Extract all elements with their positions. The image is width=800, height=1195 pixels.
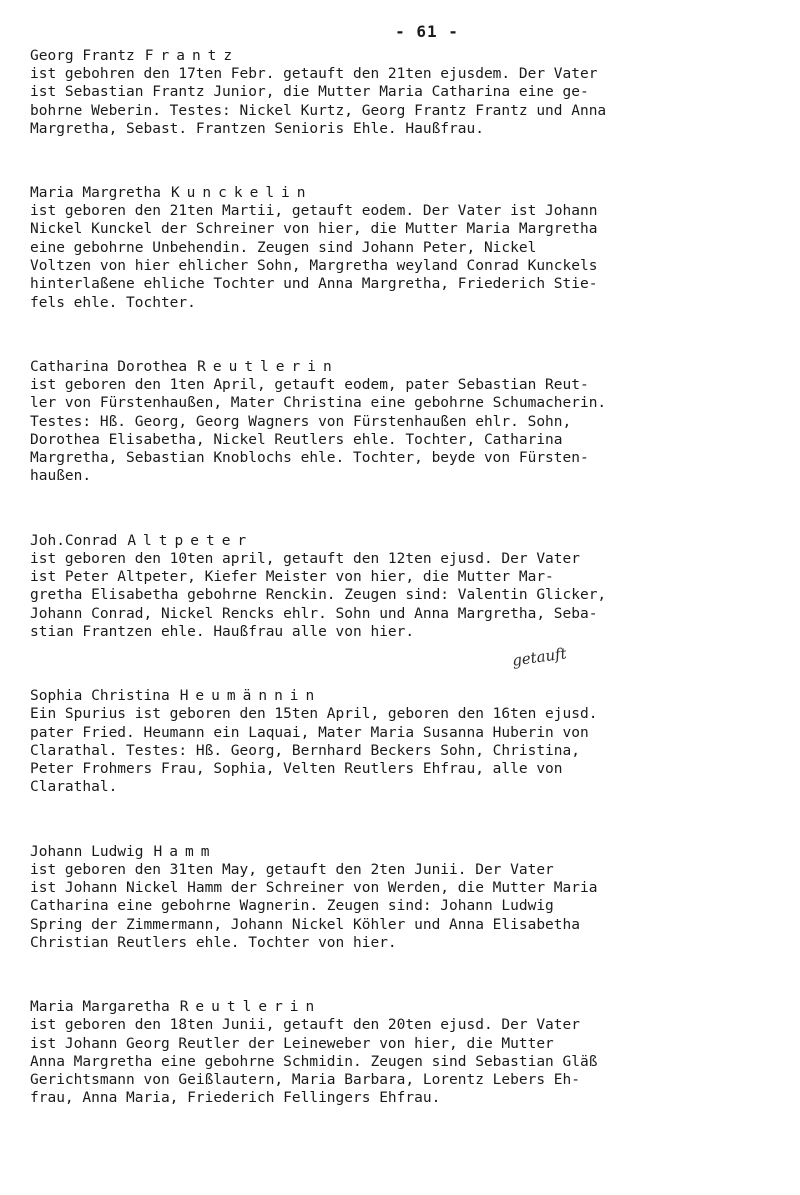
entry-text-line: Johann Conrad, Nickel Rencks ehlr. Sohn und Anna Margretha, Seba- [30,605,598,622]
entry-text-line: ler von Fürstenhaußen, Mater Christina eine gebohrne Schumacherin. [30,395,607,412]
entry-text-line: Testes: Hß. Georg, Georg Wagners von Fürstenhaußen ehlr. Sohn, [30,413,572,430]
entry-text-line: frau, Anna Maria, Friederich Fellingers Ehfrau. [30,1090,441,1107]
entry-header [30,47,784,65]
entry-text-line: ist geboren den 31ten May, getauft den 2ten Junii. Der Vater [30,861,554,878]
entry-given-names: Maria Margretha [30,185,161,202]
entry-text-line: Spring der Zimmermann, Johann Nickel Köhler und Anna Elisabetha [30,916,580,933]
register-entry [30,184,784,312]
entry-text-line: stian Frantzen ehle. Haußfrau alle von hier. [30,623,415,640]
baptism-register-entries [30,47,784,1108]
entry-text-line: Catharina eine gebohrne Wagnerin. Zeugen sind: Johann Ludwig [30,898,554,915]
entry-text [30,202,784,312]
entry-header [30,687,784,705]
entry-header [30,998,784,1016]
entry-given-names: Georg Frantz [30,48,135,64]
register-entry [30,47,784,138]
entry-text [30,705,784,796]
entry-text-line: Christian Reutlers ehle. Tochter von hier. [30,934,397,951]
entry-header [30,532,784,550]
entry-given-names: Joh.Conrad [30,532,118,549]
entry-text-line: Voltzen von hier ehlicher Sohn, Margretha weyland Conrad Kunckels [30,258,598,275]
entry-text-line: Nickel Kunckel der Schreiner von hier, die Mutter Maria Margretha [30,221,598,238]
page-number: - 61 - [395,22,459,41]
entry-surname: Frantz [144,48,240,64]
entry-surname: Kunckelin [170,185,313,202]
entry-text-line: Anna Margretha eine gebohrne Schmidin. Zeugen sind Sebastian Gläß [30,1053,598,1070]
entry-text [30,1016,784,1107]
entry-given-names: Sophia Christina [30,688,170,705]
entry-text-line: Dorothea Elisabetha, Nickel Reutlers ehle. Tochter, Catharina [30,431,563,448]
entry-text-line: Clarathal. [30,779,118,796]
entry-text-line: Ein Spurius ist geboren den 15ten April, geboren den 16ten ejusd. [30,706,598,723]
entry-text-line: ist geboren den 18ten Junii, getauft den 20ten ejusd. Der Vater [30,1017,580,1034]
entry-text-line: bohrne Weberin. Testes: Nickel Kurtz, Georg Frantz Frantz und Anna [30,102,607,119]
entry-given-names: Maria Margaretha [30,999,170,1016]
entry-header [30,358,784,376]
entry-text-line: Margretha, Sebast. Frantzen Senioris Ehle. Haußfrau. [30,120,484,137]
entry-text-line: ist geboren den 1ten April, getauft eodem, pater Sebastian Reut- [30,376,589,393]
entry-given-names: Johann Ludwig [30,843,144,860]
entry-text [30,65,784,138]
entry-text-line: eine gebohrne Unbehendin. Zeugen sind Johann Peter, Nickel [30,239,537,256]
entry-text-line: Peter Frohmers Frau, Sophia, Velten Reutlers Ehfrau, alle von [30,761,563,778]
entry-text-line: ist geboren den 21ten Martii, getauft eodem. Der Vater ist Johann [30,203,598,220]
entry-text-line: Margretha, Sebastian Knoblochs ehle. Tochter, beyde von Fürsten- [30,450,589,467]
entry-surname: Altpeter [127,532,254,549]
entry-text-line: hinterlaßene ehliche Tochter und Anna Margretha, Friederich Stie- [30,276,598,293]
entry-surname: Reutlerin [179,999,322,1016]
entry-text-line: ist Johann Nickel Hamm der Schreiner von Werden, die Mutter Maria [30,880,598,897]
entry-text-line: ist geboren den 10ten april, getauft den 12ten ejusd. Der Vater [30,550,580,567]
register-entry [30,687,784,796]
entry-text [30,550,784,641]
entry-text-line: Gerichtsmann von Geißlautern, Maria Barbara, Lorentz Lebers Eh- [30,1072,580,1089]
entry-text-line: ist Peter Altpeter, Kiefer Meister von hier, die Mutter Mar- [30,569,554,586]
entry-text-line: Clarathal. Testes: Hß. Georg, Bernhard Beckers Sohn, Christina, [30,742,580,759]
entry-text-line: haußen. [30,468,92,485]
entry-surname: Hamm [153,843,217,860]
entry-text-line: gretha Elisabetha gebohrne Renckin. Zeugen sind: Valentin Glicker, [30,587,607,604]
entry-text-line: ist Sebastian Frantz Junior, die Mutter Maria Catharina eine ge- [30,84,589,101]
entry-surname: Heumännin [179,688,322,705]
entry-text [30,861,784,952]
entry-text [30,376,784,486]
register-entry [30,358,784,486]
register-entry [30,998,784,1107]
entry-text-line: ist gebohren den 17ten Febr. getauft den 21ten ejusdem. Der Vater [30,66,598,82]
register-entry [30,532,784,641]
entry-text-line: ist Johann Georg Reutler der Leineweber von hier, die Mutter [30,1035,554,1052]
entry-header [30,843,784,861]
entry-text-line: fels ehle. Tochter. [30,294,196,311]
entry-surname: Reutlerin [197,358,339,375]
register-entry [30,843,784,952]
entry-text-line: pater Fried. Heumann ein Laquai, Mater Maria Susanna Huberin von [30,724,589,741]
entry-header [30,184,784,202]
entry-given-names: Catharina Dorothea [30,358,188,375]
handwritten-annotation: getauft [511,644,568,670]
